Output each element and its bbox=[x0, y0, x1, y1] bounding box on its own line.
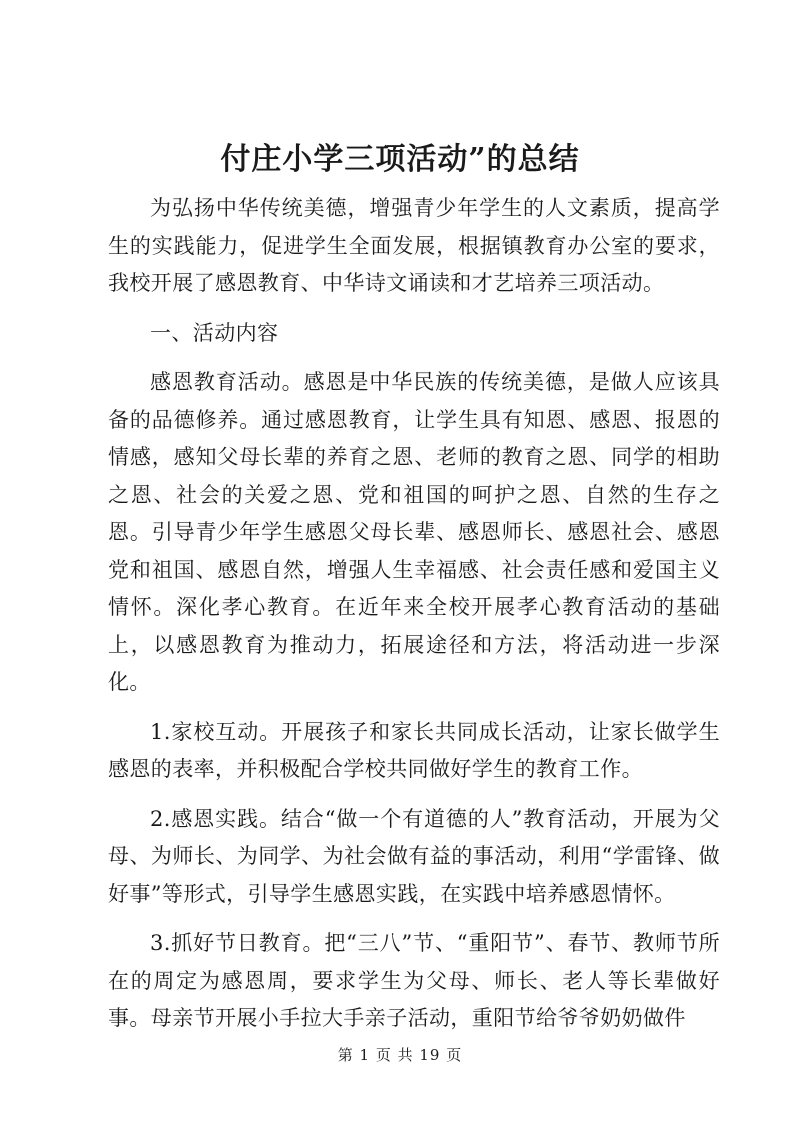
section-heading-activity-content: 一、活动内容 bbox=[150, 320, 279, 345]
page-number-footer: 第 1 页 共 19 页 bbox=[337, 1046, 463, 1064]
paragraph-intro: 为弘扬中华传统美德，增强青少年学生的人文素质，提高学生的实践能力，促进学生全面发展，根据镇教育办公室的要求，我校开展了感恩教育、中华诗文诵读和才艺培养三项活动。 bbox=[108, 196, 720, 295]
paragraph-item-1: 1.家校互动。开展孩子和家长共同成长活动，让家长做学生感恩的表率，并积极配合学校共同做好学生的教育工作。 bbox=[108, 719, 720, 781]
paragraph-item-3: 3.抓好节日教育。把“三八”节、“重阳节”、春节、教师节所在的周定为感恩周，要求学生为父母、师长、老人等长辈做好事。母亲节开展小手拉大手亲子活动，重阳节给爷爷奶奶做件 bbox=[108, 931, 720, 1030]
document-body bbox=[108, 190, 720, 1038]
document-title: 付庄小学三项活动”的总结 bbox=[220, 142, 580, 177]
paragraph-item-2: 2.感恩实践。结合“做一个有道德的人”教育活动，开展为父母、为师长、为同学、为社会做有益的事活动，利用“学雷锋、做好事”等形式，引导学生感恩实践，在实践中培养感恩情怀。 bbox=[108, 806, 720, 906]
paragraph-gratitude-education: 感恩教育活动。感恩是中华民族的传统美德，是做人应该具备的品德修养。通过感恩教育，让学生具有知恩、感恩、报恩的情感，感知父母长辈的养育之恩、老师的教育之恩、同学的相助之恩、社会的关爱之恩、党和祖国的呵护之恩、自然的生存之恩。引导青少年学生感恩父母长辈、感恩师长、感恩社会、感恩党和祖国、感恩自然，增强人生幸福感、社会责任感和爱国主义情怀。深化孝心教育。在近年来全校开展孝心教育活动的基础上，以感恩教育为推动力，拓展途径和方法，将活动进一步深化。 bbox=[108, 370, 720, 694]
